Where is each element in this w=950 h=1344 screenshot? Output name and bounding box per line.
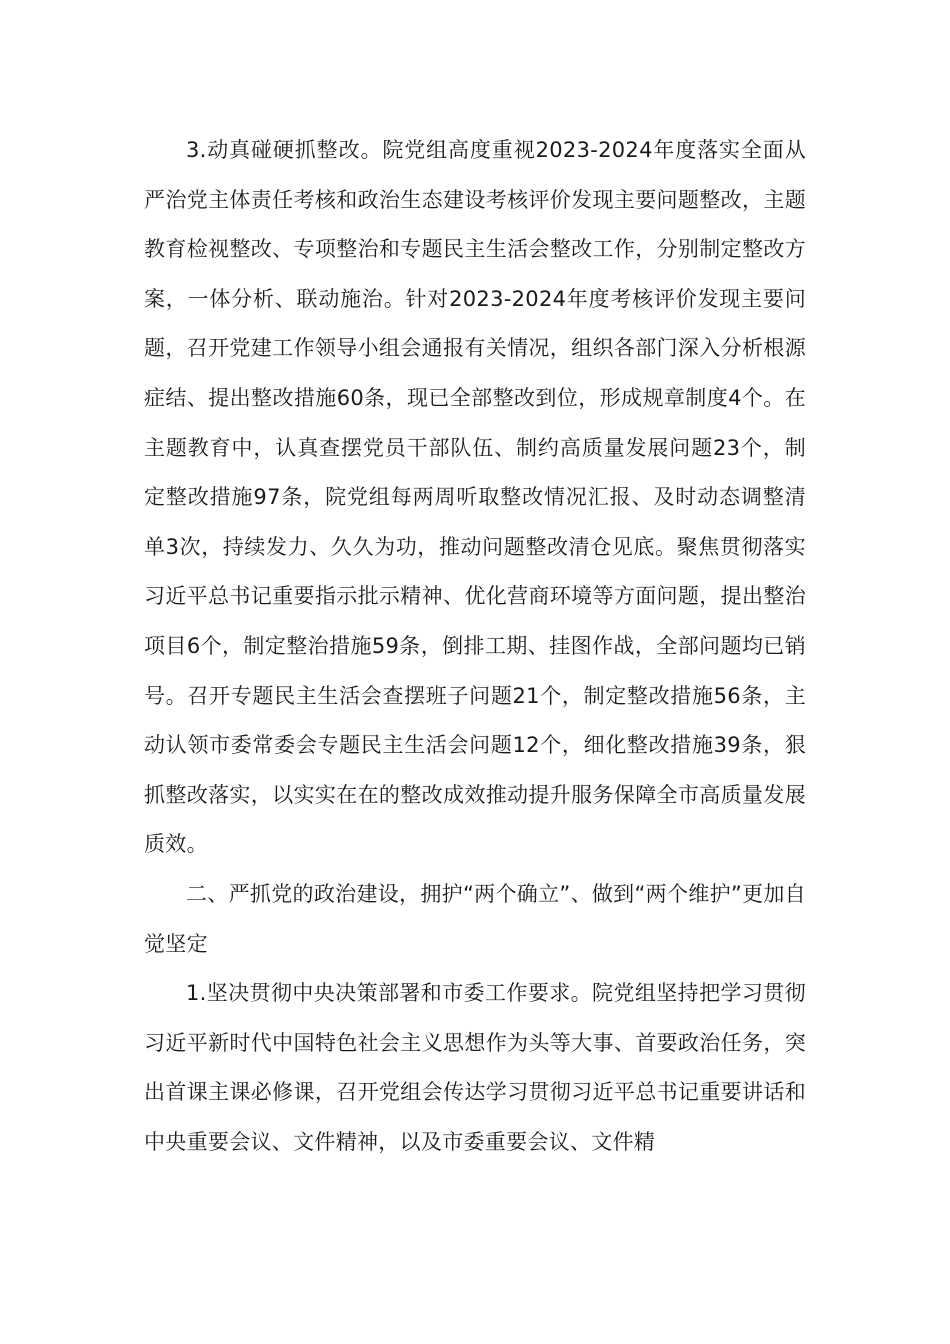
document-body (144, 126, 806, 1167)
section-heading-political-construction: 二、严抓党的政治建设，拥护“两个确立”、做到“两个维护”更加自觉坚定 (144, 881, 806, 956)
paragraph-central-decisions: 1.坚决贯彻中央决策部署和市委工作要求。院党组坚持把学习贯彻习近平新时代中国特色社会主义思想作为头等大事、首要政治任务，突出首课主课必修课，召开党组会传达学习贯彻习近平总书记重要讲话和中央重要会议、文件精神，以及市委重要会议、文件精 (144, 981, 806, 1154)
paragraph-rectification: 3.动真碰硬抓整改。院党组高度重视2023-2024年度落实全面从严治党主体责任考核和政治生态建设考核评价发现主要问题整改，主题教育检视整改、专项整治和专题民主生活会整改工作，分别制定整改方案，一体分析、联动施治。针对2023-2024年度考核评价发现主要问题，召开党建工作领导小组会通报有关情况，组织各部门深入分析根源症结、提出整改措施60条，现已全部整改到位，形成规章制度4个。在主题教育中，认真查摆党员干部队伍、制约高质量发展问题23个，制定整改措施97条，院党组每两周听取整改情况汇报、及时动态调整清单3次，持续发力、久久为功，推动问题整改清仓见底。聚焦贯彻落实习近平总书记重要指示批示精神、优化营商环境等方面问题，提出整治项目6个，制定整治措施59条，倒排工期、挂图作战，全部问题均已销号。召开专题民主生活会查摆班子问题21个，制定整改措施56条，主动认领市委常委会专题民主生活会问题12个，细化整改措施39条，狠抓整改落实，以实实在在的整改成效推动提升服务保障全市高质量发展质效。 (144, 138, 806, 857)
